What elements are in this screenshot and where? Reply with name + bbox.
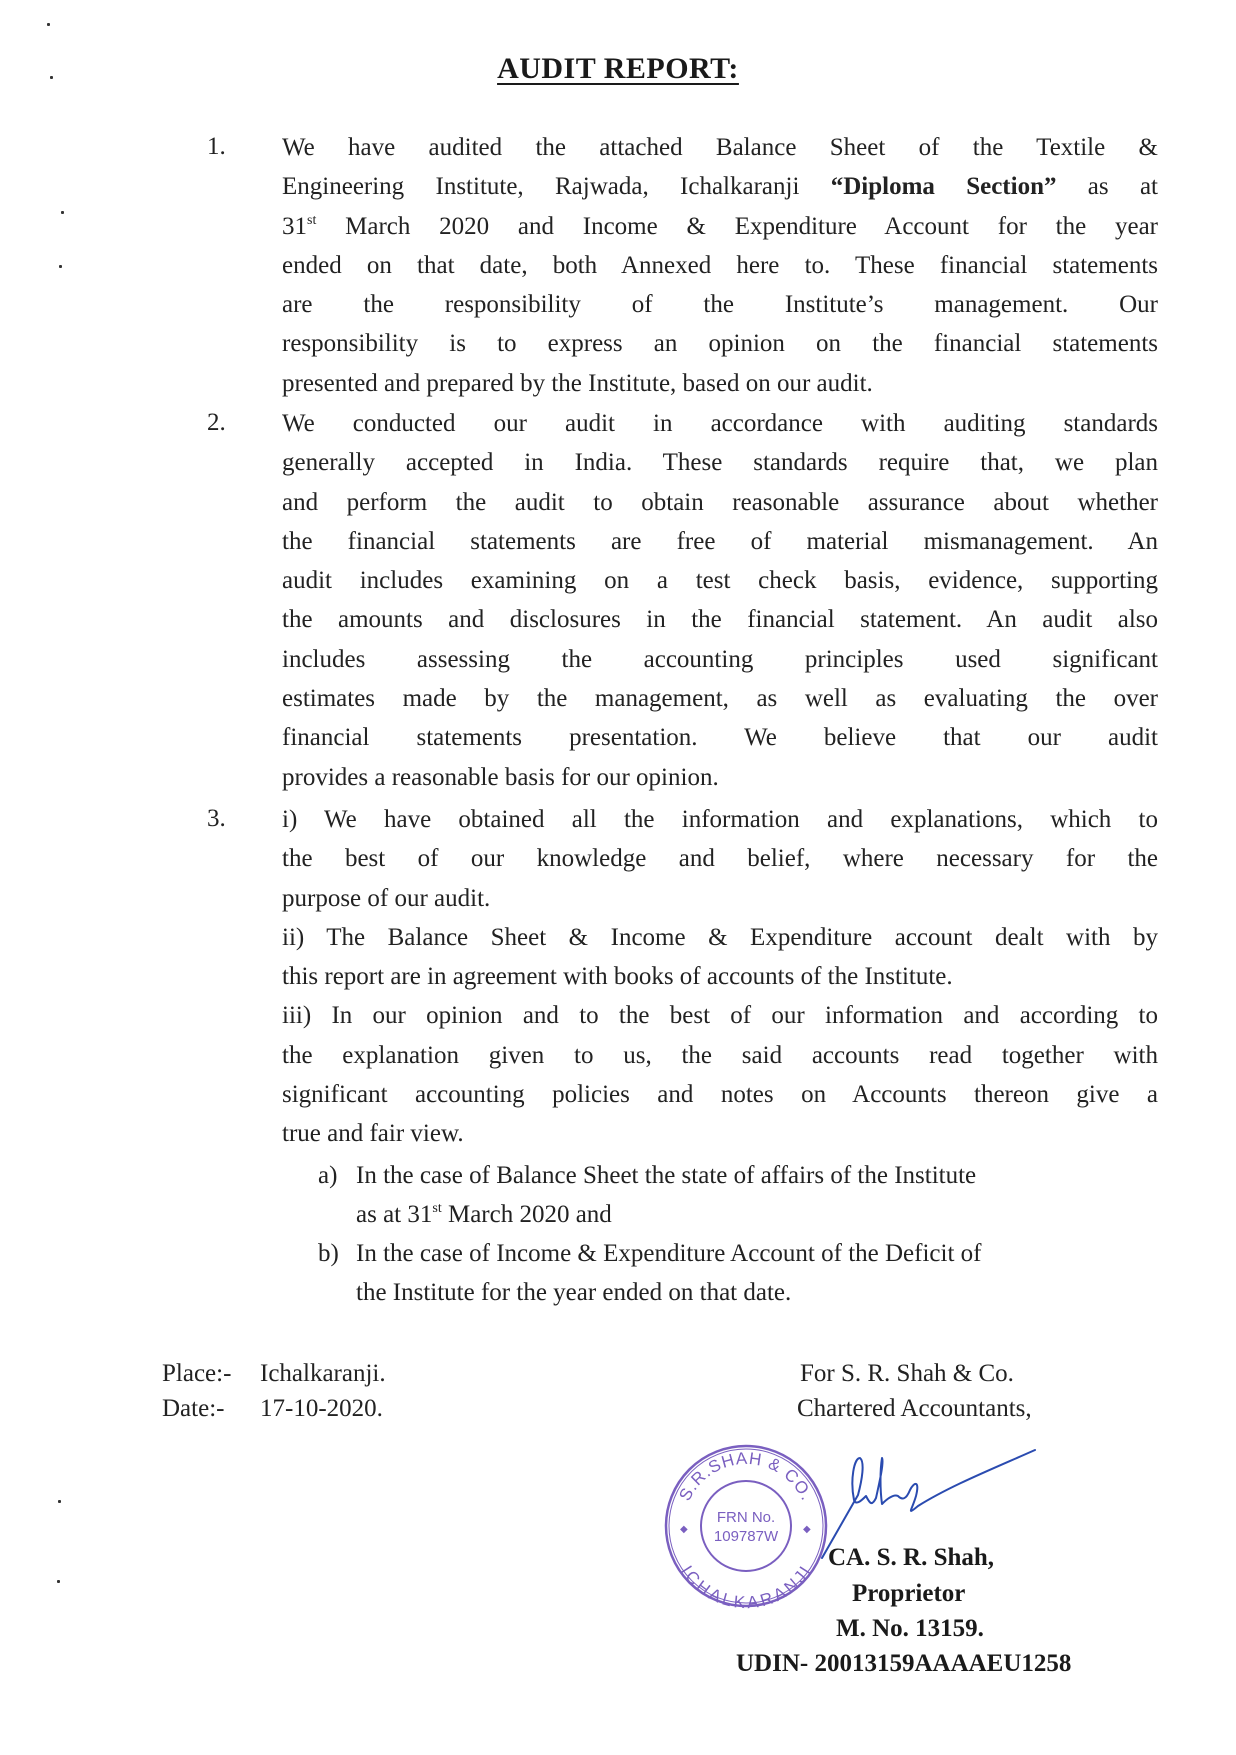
svg-text:FRN No.: FRN No. [716, 1509, 776, 1526]
date-label: Date:- [162, 1395, 225, 1422]
place-date-block [162, 1356, 386, 1426]
text-run: March 2020 and Income & Expenditure Account for the year [316, 212, 1158, 240]
paragraph-line: provides a reasonable basis for our opinion. [282, 763, 719, 791]
date-value: 17-10-2020. [260, 1395, 383, 1422]
paragraph-line: are the responsibility of the Institute’s management. Our [282, 291, 1158, 319]
paragraph-line: ended on that date, both Annexed here to. These financial statements [282, 251, 1158, 279]
paragraph-line [282, 207, 1158, 246]
scan-speck [58, 1500, 61, 1503]
place-value: Ichalkaranji. [260, 1360, 386, 1387]
subitem-a-text [356, 1156, 976, 1234]
firm-block [797, 1356, 1032, 1426]
membership-number: M. No. 13159. [836, 1615, 984, 1642]
paragraph-3 [282, 800, 1158, 1154]
signatory-role: Proprietor [852, 1580, 966, 1607]
paragraph-line: We have audited the attached Balance Sheet of the Textile & [282, 134, 1158, 161]
subitem-line: In the case of Balance Sheet the state of affairs of the Institute [356, 1162, 977, 1189]
firm-stamp-icon [660, 1440, 832, 1612]
udin-number: UDIN- 20013159AAAAEU1258 [736, 1650, 1072, 1677]
paragraph-line: generally accepted in India. These standards require that, we plan [282, 449, 1158, 477]
item-number: 2. [207, 409, 226, 436]
paragraph-line: and perform the audit to obtain reasonable assurance about whether [282, 488, 1158, 516]
svg-text:◆: ◆ [680, 1524, 688, 1535]
place-label: Place:- [162, 1360, 232, 1387]
paragraph-line: true and fair view. [282, 1120, 464, 1148]
subitem-marker: b) [318, 1240, 339, 1267]
ordinal-suffix: st [432, 1201, 442, 1216]
date-row [162, 1391, 386, 1426]
diploma-section-emphasis: “Diploma Section” [830, 173, 1057, 201]
signatory-name: CA. S. R. Shah, [828, 1544, 995, 1571]
text-run: March 2020 and [441, 1201, 612, 1228]
subitem-marker: a) [318, 1162, 338, 1189]
item-number: 1. [207, 133, 226, 160]
paragraph-line: the amounts and disclosures in the financial statement. An audit also [282, 606, 1158, 634]
paragraph-line: audit includes examining on a test check basis, evidence, supporting [282, 567, 1158, 595]
paragraph-line: estimates made by the management, as well as evaluating the over [282, 685, 1158, 713]
paragraph-line: i) We have obtained all the information and explanations, which to [282, 806, 1158, 833]
scan-speck [47, 23, 50, 26]
subitem-line [356, 1195, 976, 1234]
page-title: AUDIT REPORT: [497, 52, 739, 85]
paragraph-line: purpose of our audit. [282, 884, 491, 912]
text-run: 31 [282, 212, 307, 240]
paragraph-line: the explanation given to us, the said accounts read together with [282, 1041, 1158, 1069]
item-number: 3. [207, 805, 226, 832]
firm-name: For S. R. Shah & Co. [800, 1360, 1014, 1387]
svg-text:S.R.SHAH & CO.: S.R.SHAH & CO. [675, 1448, 817, 1504]
subitem-line: In the case of Income & Expenditure Account of the Deficit of [356, 1240, 982, 1267]
subitem-line: the Institute for the year ended on that date. [356, 1279, 792, 1306]
paragraph-line: financial statements presentation. We believe that our audit [282, 724, 1158, 752]
paragraph-2 [282, 404, 1158, 797]
scan-speck [61, 211, 64, 214]
paragraph-line: includes assessing the accounting principles used significant [282, 645, 1158, 673]
svg-text:109787W: 109787W [713, 1528, 779, 1545]
paragraph-line: significant accounting policies and notes on Accounts thereon give a [282, 1081, 1158, 1109]
paragraph-line: the best of our knowledge and belief, where necessary for the [282, 845, 1158, 873]
paragraph-line [282, 167, 1158, 206]
subitem-b-text [356, 1234, 981, 1312]
scan-speck [59, 265, 62, 268]
text-run: as at 31 [356, 1201, 433, 1228]
paragraph-1 [282, 128, 1158, 403]
text-run: as at [1056, 173, 1158, 201]
place-row [162, 1356, 386, 1391]
scan-speck [57, 1580, 60, 1583]
paragraph-line: We conducted our audit in accordance with auditing standards [282, 410, 1158, 437]
paragraph-line: the financial statements are free of material mismanagement. An [282, 527, 1158, 555]
paragraph-line: this report are in agreement with books of accounts of the Institute. [282, 963, 953, 991]
text-run: Engineering Institute, Rajwada, Ichalkaranji [282, 173, 831, 201]
firm-type: Chartered Accountants, [797, 1395, 1032, 1422]
paragraph-line: ii) The Balance Sheet & Income & Expenditure account dealt with by [282, 923, 1158, 951]
ordinal-suffix: st [307, 212, 317, 228]
svg-text:◆: ◆ [803, 1524, 811, 1535]
paragraph-line: presented and prepared by the Institute, based on our audit. [282, 369, 873, 397]
svg-text:ICHALKARANJI: ICHALKARANJI [676, 1562, 816, 1612]
paragraph-line: responsibility is to express an opinion on the financial statements [282, 330, 1158, 358]
paragraph-line: iii) In our opinion and to the best of our information and according to [282, 1002, 1158, 1030]
